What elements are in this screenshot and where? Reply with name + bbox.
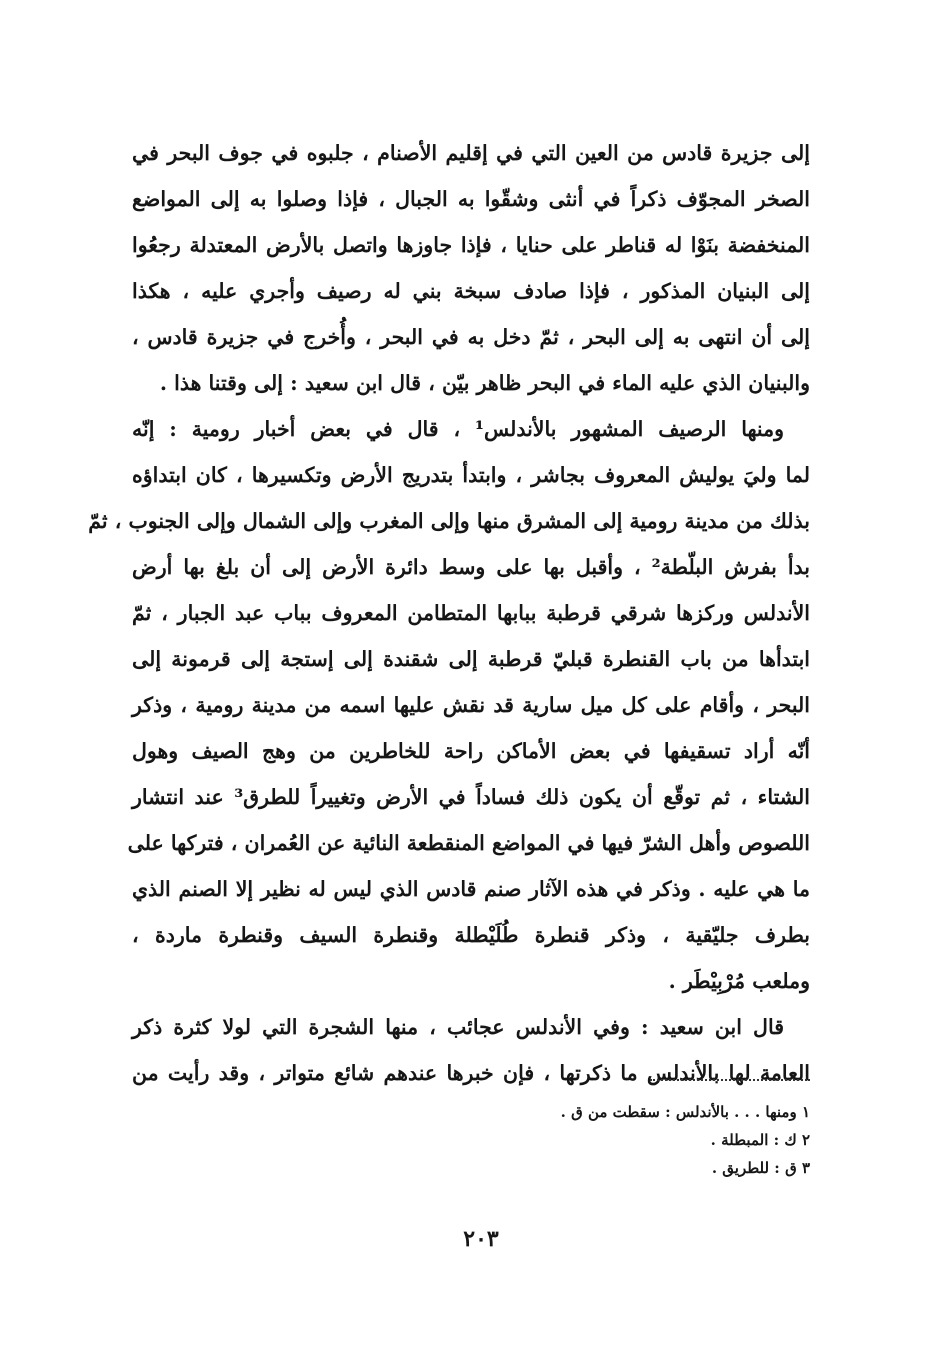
text-line-12: ابتدأها من باب القنطرة قبليّ قرطبة إلى شقندة إلى إستجة إلى قرمونة إلى bbox=[132, 647, 810, 671]
page-number: ٢٠٣ bbox=[463, 1226, 499, 1252]
text-line-21: العامة لها بالأندلس ما ذكرتها ، فإن خبرها عندهم شائع متواتر ، وقد رأيت من bbox=[132, 1061, 810, 1085]
text-line-6: والبنيان الذي عليه الماء في البحر ظاهر بيّن ، قال ابن سعيد : إلى وقتنا هذا . bbox=[159, 371, 810, 395]
footnote-1: ١ ومنها . . . بالأندلس : سقطت من ق . bbox=[560, 1103, 810, 1121]
text-line-19: وملعب مُرْبِيْطَر . bbox=[668, 969, 810, 993]
text-line-1: إلى جزيرة قادس من العين التي في إقليم الأصنام ، جلبوه في جوف البحر في bbox=[132, 141, 810, 165]
footnotes bbox=[380, 1098, 810, 1182]
text-line-11: الأندلس وركزها شرقي قرطبة ببابها المتطامن المعروف بباب عبد الجبار ، ثمّ bbox=[132, 601, 810, 625]
text-line-16: اللصوص وأهل الشرّ فيها في المواضع المنقطعة النائية عن العُمران ، فتركها على bbox=[127, 831, 810, 855]
footnote-divider bbox=[650, 1079, 810, 1081]
text-line-10: بدأ بفرش البلّطة² ، وأقبل بها على وسط دائرة الأرض إلى أن بلغ بها أرض bbox=[132, 555, 810, 579]
text-line-2: الصخر المجوّف ذكراً في أنثى وشقّوا به الجبال ، فإذا وصلوا به إلى المواضع bbox=[132, 187, 810, 211]
main-text bbox=[88, 130, 810, 1096]
text-line-3: المنخفضة بنَوْا له قناطر على حنايا ، فإذا جاوزها واتصل بالأرض المعتدلة رجعُوا bbox=[132, 233, 810, 257]
text-line-17: ما هي عليه . وذكر في هذه الآثار صنم قادس الذي ليس له نظير إلا الصنم الذي bbox=[132, 877, 810, 901]
text-line-9: بذلك من مدينة رومية إلى المشرق منها وإلى المغرب وإلى الشمال وإلى الجنوب ، ثمّ bbox=[88, 509, 810, 533]
footnote-2: ٢ ك : المبطلة . bbox=[710, 1131, 810, 1149]
text-line-18: بطرف جليّقية ، وذكر قنطرة طُلَيْطلة وقنطرة السيف وقنطرة ماردة ، bbox=[132, 923, 810, 947]
text-line-8: لما وليَ يوليش المعروف بجاشر ، وابتدأ بتدريج الأرض وتكسيرها ، كان ابتداؤه bbox=[132, 463, 810, 487]
footnote-3: ٣ ق : للطريق . bbox=[711, 1159, 810, 1177]
text-line-15: الشتاء ، ثم توقّع أن يكون ذلك فساداً في الأرض وتغييراً للطرق³ عند انتشار bbox=[132, 785, 810, 809]
text-line-5: إلى أن انتهى به إلى البحر ، ثمّ دخل به في البحر ، وأُخرج في جزيرة قادس ، bbox=[132, 325, 810, 349]
text-line-4: إلى البنيان المذكور ، فإذا صادف سبخة بني له رصيف وأجري عليه ، هكذا bbox=[132, 279, 810, 303]
text-line-20: قال ابن سعيد : وفي الأندلس عجائب ، منها الشجرة التي لولا كثرة ذكر bbox=[132, 1015, 784, 1039]
text-line-14: أنّه أراد تسقيفها في بعض الأماكن راحة للخاطرين من وهج الصيف وهول bbox=[132, 739, 810, 763]
text-line-13: البحر ، وأقام على كل ميل سارية قد نقش عليها اسمه من مدينة رومية ، وذكر bbox=[132, 693, 810, 717]
text-line-7: ومنها الرصيف المشهور بالأندلس¹ ، قال في بعض أخبار رومية : إنّه bbox=[132, 417, 784, 441]
